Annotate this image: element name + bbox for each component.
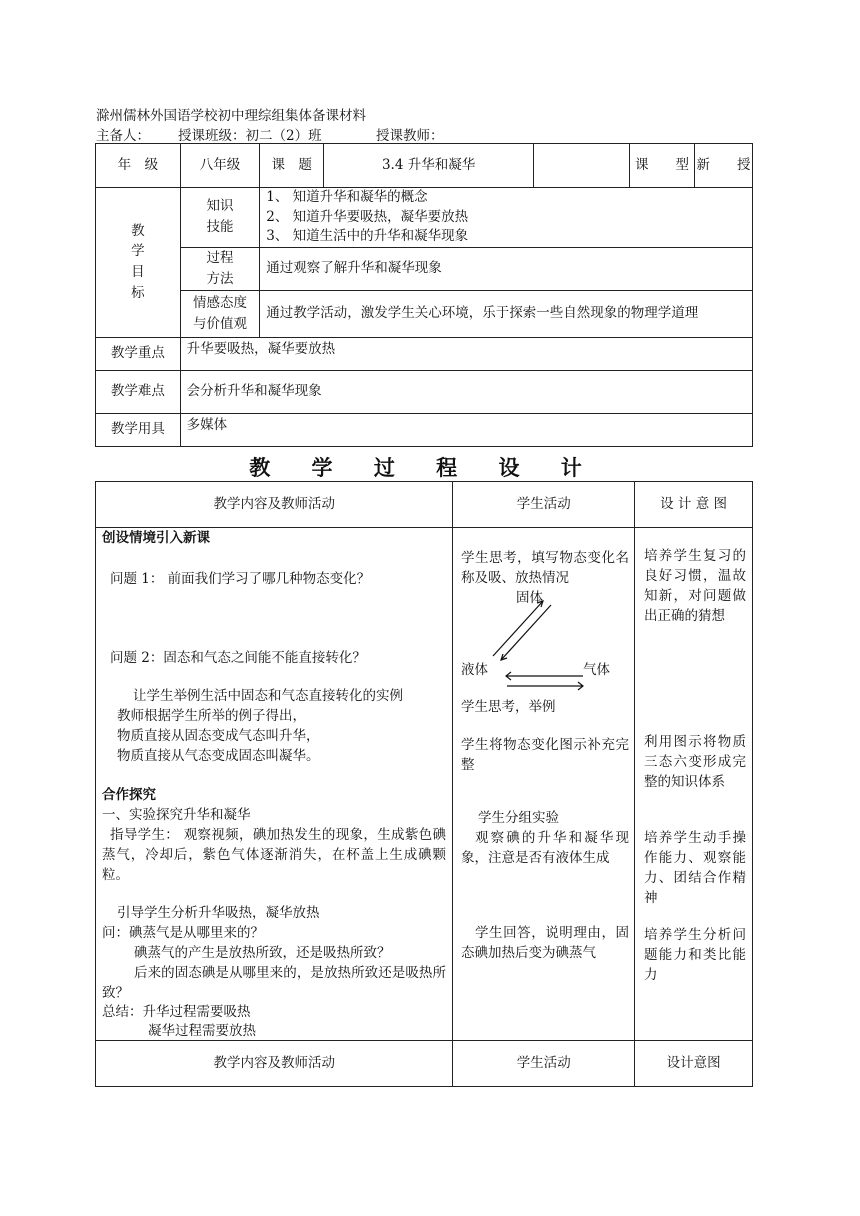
summary-2: 凝华过程需要放热 <box>148 1023 256 1039</box>
difficulty-value: 会分析升华和凝华现象 <box>180 370 752 413</box>
footer-student: 学生活动 <box>453 1041 635 1087</box>
student-answer: 学生回答，说明理由，固态碘加热后变为碘蒸气 <box>461 925 629 961</box>
header-intent: 设 计 意 图 <box>635 482 753 528</box>
emotion-label: 情感态度 与价值观 <box>180 290 260 337</box>
lead-text: 引导学生分析升华吸热，凝华放热 <box>117 905 320 921</box>
intent-3: 培养学生动手操作能力、观察能力、团结合作精神 <box>644 830 746 906</box>
teacher-para-2: 教师根据学生所举的例子得出， <box>117 708 306 724</box>
question-2: 问题 2：固态和气态之间能不能直接转化？ <box>110 650 366 666</box>
tools-label: 教学用具 <box>96 413 181 446</box>
teacher-para-4: 物质直接从气态变成固态叫凝华。 <box>117 748 320 764</box>
key-label: 教学重点 <box>96 337 181 370</box>
goals-label: 教 学 目 标 <box>96 188 181 338</box>
type-label: 课 型 <box>629 144 694 187</box>
experiment-title: 一、实验探究升华和凝华 <box>102 807 251 823</box>
teacher-para-1: 让学生举例生活中固态和气态直接转化的实例 <box>133 688 403 704</box>
footer-teacher: 教学内容及教师活动 <box>96 1041 453 1087</box>
intent-4: 培养学生分析问题能力和类比能力 <box>644 927 746 983</box>
school-title: 滁州儒林外国语学校初中理综组集体备课材料 <box>96 108 366 124</box>
emotion-value: 通过教学活动，激发学生关心环境，乐于探索一些自然现象的物理学道理 <box>260 290 753 337</box>
header-teacher: 教学内容及教师活动 <box>96 482 453 528</box>
state-liquid: 液体 <box>461 662 488 678</box>
process-value: 通过观察了解升华和凝华现象 <box>260 247 753 290</box>
teacher-para-3: 物质直接从固态变成气态叫升华， <box>117 728 320 744</box>
intent-1: 培养学生复习的良好习惯，温故知新，对问题做出正确的猜想 <box>644 548 746 624</box>
student-think-2: 学生思考，举例 <box>461 699 556 715</box>
intent-2: 利用图示将物质三态六变形成完整的知识体系 <box>644 734 746 790</box>
preparer-label: 主备人： <box>96 128 150 144</box>
student-group-experiment: 学生分组实验 <box>478 810 559 826</box>
ask-3: 后来的固态碘是从哪里来的，是放热所致还是吸热所致？ <box>102 965 446 1001</box>
topic-label: 课 题 <box>260 144 324 188</box>
guide-text: 指导学生： 观察视频，碘加热发生的现象，生成紫色碘蒸气，冷却后，紫色气体逐渐消失，在杯盖上生成碘颗粒。 <box>102 827 446 883</box>
student-think-1: 学生思考，填写物态变化名称及吸、放热情况 <box>461 550 629 586</box>
coop-heading: 合作探究 <box>102 787 156 803</box>
ask-2: 碘蒸气的产生是放热所致，还是吸热所致？ <box>134 945 391 961</box>
knowledge-items: 1、 知道升华和凝华的概念 2、 知道升华要吸热，凝华要放热 3、 知道生活中的升华和凝华现象 <box>260 188 753 248</box>
teacher-label: 授课教师： <box>376 128 444 144</box>
ask-1: 问：碘蒸气是从哪里来的？ <box>102 925 264 941</box>
process-design-title: 教 学 过 程 设 计 <box>249 456 599 480</box>
class-label: 授课班级：初二（2）班 <box>178 128 322 144</box>
key-value: 升华要吸热，凝华要放热 <box>180 337 752 370</box>
question-1: 问题 1： 前面我们学习了哪几种物态变化？ <box>110 571 371 587</box>
topic-value: 3.4 升华和凝华 <box>324 144 534 188</box>
intro-heading: 创设情境引入新课 <box>102 530 210 546</box>
footer-intent: 设计意图 <box>635 1041 753 1087</box>
state-gas: 气体 <box>583 662 610 678</box>
grade-label: 年 级 <box>96 144 181 188</box>
difficulty-label: 教学难点 <box>96 370 181 413</box>
knowledge-label: 知识 技能 <box>180 188 260 248</box>
summary-1: 总结：升华过程需要吸热 <box>102 1004 251 1020</box>
process-label: 过程 方法 <box>180 247 260 290</box>
type-value: 新 授 <box>695 144 753 188</box>
header-student: 学生活动 <box>453 482 635 528</box>
tools-value: 多媒体 <box>180 413 752 446</box>
student-complete-diagram: 学生将物态变化图示补充完整 <box>461 737 629 773</box>
state-solid: 固体 <box>516 590 543 606</box>
grade-value: 八年级 <box>180 144 260 188</box>
phase-change-diagram <box>455 590 635 700</box>
student-observe: 观察碘的升华和凝华现象，注意是否有液体生成 <box>461 830 629 866</box>
lesson-info-table <box>95 143 753 447</box>
